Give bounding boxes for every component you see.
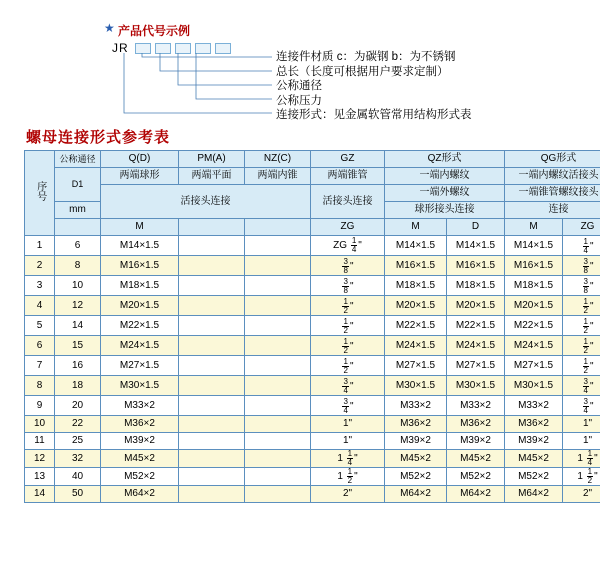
- cell-qg-zg: 1": [563, 433, 600, 450]
- cell-qz-m: M20×1.5: [385, 296, 447, 316]
- cell-serial: 11: [25, 433, 55, 450]
- cell-dn: 18: [55, 376, 101, 396]
- cell-serial: 3: [25, 276, 55, 296]
- cell-pm: [179, 356, 245, 376]
- cell-qz-m: M45×2: [385, 450, 447, 468]
- cell-qz-m: M36×2: [385, 416, 447, 433]
- header-unit-nz: [245, 219, 311, 236]
- table-row: [25, 376, 600, 396]
- header-unit-dn: [55, 219, 101, 236]
- cell-qg-m: M16×1.5: [505, 256, 563, 276]
- cell-pm: [179, 486, 245, 503]
- header-desc-qz: 一端内螺纹: [385, 168, 505, 185]
- cell-serial: 2: [25, 256, 55, 276]
- cell-qg-zg: 1 $\frac{1}{4}$ ": [563, 450, 600, 468]
- cell-qg-zg: $\frac{1}{4}$ ": [563, 236, 600, 256]
- cell-qg-m: M45×2: [505, 450, 563, 468]
- cell-qg-zg: $\frac{3}{4}$ ": [563, 376, 600, 396]
- cell-pm: [179, 276, 245, 296]
- table-row: [25, 276, 600, 296]
- cell-nz: [245, 236, 311, 256]
- cell-dn: 14: [55, 316, 101, 336]
- header-desc-pm: 两端平面: [179, 168, 245, 185]
- cell-qd: M36×2: [101, 416, 179, 433]
- code-box: [155, 43, 171, 54]
- cell-qd: M24×1.5: [101, 336, 179, 356]
- cell-dn: 50: [55, 486, 101, 503]
- cell-gz: $\frac{3}{8}$ ": [311, 276, 385, 296]
- cell-qz-m: M64×2: [385, 486, 447, 503]
- cell-pm: [179, 450, 245, 468]
- cell-qz-d: M22×1.5: [447, 316, 505, 336]
- header-desc-qd: 两端球形: [101, 168, 179, 185]
- cell-qz-d: M16×1.5: [447, 256, 505, 276]
- cell-gz: $\frac{3}{8}$ ": [311, 256, 385, 276]
- header-dn-unit: mm: [55, 202, 101, 219]
- cell-dn: 25: [55, 433, 101, 450]
- cell-qd: M14×1.5: [101, 236, 179, 256]
- legend-item-bore: 公称通径: [276, 80, 322, 92]
- cell-dn: 15: [55, 336, 101, 356]
- cell-qz-m: M27×1.5: [385, 356, 447, 376]
- cell-pm: [179, 376, 245, 396]
- header-join-qz: 球形接头连接: [385, 202, 505, 219]
- table-header-row-codes: [25, 151, 600, 168]
- cell-qz-d: M24×1.5: [447, 336, 505, 356]
- cell-gz: 2": [311, 486, 385, 503]
- cell-qd: M30×1.5: [101, 376, 179, 396]
- cell-qd: M27×1.5: [101, 356, 179, 376]
- cell-dn: 8: [55, 256, 101, 276]
- cell-serial: 4: [25, 296, 55, 316]
- cell-qd: M39×2: [101, 433, 179, 450]
- header-unit-qd: M: [101, 219, 179, 236]
- cell-qg-m: M18×1.5: [505, 276, 563, 296]
- cell-qd: M45×2: [101, 450, 179, 468]
- cell-serial: 13: [25, 468, 55, 486]
- table-heading: 螺母连接形式参考表: [26, 129, 171, 146]
- cell-serial: 8: [25, 376, 55, 396]
- legend-item-length: 总长（长度可根据用户要求定制）: [276, 65, 449, 78]
- header-unit-qg-zg: ZG: [563, 219, 600, 236]
- legend-item-pressure: 公称压力: [276, 94, 322, 107]
- cell-gz: 1 $\frac{1}{4}$ ": [311, 450, 385, 468]
- product-code-boxes: [135, 43, 231, 54]
- cell-pm: [179, 256, 245, 276]
- cell-qd: M22×1.5: [101, 316, 179, 336]
- header-unit-qz-m: M: [385, 219, 447, 236]
- cell-nz: [245, 486, 311, 503]
- table-row: [25, 296, 600, 316]
- diagram-title: 产品代号示例: [118, 24, 191, 38]
- cell-pm: [179, 236, 245, 256]
- cell-pm: [179, 296, 245, 316]
- code-box: [175, 43, 191, 54]
- cell-nz: [245, 468, 311, 486]
- cell-gz: $\frac{1}{2}$ ": [311, 356, 385, 376]
- header-unit-qz-d: D: [447, 219, 505, 236]
- cell-dn: 20: [55, 396, 101, 416]
- table-row: [25, 396, 600, 416]
- cell-qg-zg: 2": [563, 486, 600, 503]
- cell-qg-m: M33×2: [505, 396, 563, 416]
- cell-qz-m: M22×1.5: [385, 316, 447, 336]
- cell-qz-m: M30×1.5: [385, 376, 447, 396]
- cell-qd: M16×1.5: [101, 256, 179, 276]
- cell-pm: [179, 336, 245, 356]
- cell-serial: 5: [25, 316, 55, 336]
- header-group-qz: QZ形式: [385, 151, 505, 168]
- cell-qz-d: M39×2: [447, 433, 505, 450]
- cell-pm: [179, 396, 245, 416]
- cell-qg-zg: 1 $\frac{1}{2}$ ": [563, 468, 600, 486]
- cell-qz-m: M16×1.5: [385, 256, 447, 276]
- header-dn-sub: D1: [71, 179, 84, 190]
- cell-dn: 16: [55, 356, 101, 376]
- cell-gz: $\frac{3}{4}$ ": [311, 396, 385, 416]
- header-desc2-qz: 一端外螺纹: [385, 185, 505, 202]
- cell-dn: 12: [55, 296, 101, 316]
- cell-qg-m: M14×1.5: [505, 236, 563, 256]
- cell-qz-m: M33×2: [385, 396, 447, 416]
- header-group-gz: GZ: [311, 151, 385, 168]
- cell-nz: [245, 356, 311, 376]
- table-row: [25, 336, 600, 356]
- header-group-qg: QG形式: [505, 151, 600, 168]
- cell-qz-d: M30×1.5: [447, 376, 505, 396]
- cell-qg-zg: $\frac{1}{2}$ ": [563, 356, 600, 376]
- cell-qg-zg: 1": [563, 416, 600, 433]
- cell-nz: [245, 450, 311, 468]
- cell-qz-d: M14×1.5: [447, 236, 505, 256]
- table-row: [25, 450, 600, 468]
- cell-qg-m: M64×2: [505, 486, 563, 503]
- header-desc2-qg: 一端锥管螺纹接头: [505, 185, 600, 202]
- cell-gz: ZG $\frac{1}{4}$ ": [311, 236, 385, 256]
- cell-nz: [245, 256, 311, 276]
- product-code-prefix: JR: [112, 41, 129, 55]
- cell-dn: 10: [55, 276, 101, 296]
- cell-qz-d: M36×2: [447, 416, 505, 433]
- cell-qg-m: M30×1.5: [505, 376, 563, 396]
- cell-serial: 9: [25, 396, 55, 416]
- nut-connection-table: [24, 150, 600, 503]
- legend-item-connection: 连接形式：见金属软管常用结构形式表: [276, 109, 472, 121]
- cell-gz: $\frac{1}{2}$ ": [311, 316, 385, 336]
- cell-serial: 6: [25, 336, 55, 356]
- cell-nz: [245, 376, 311, 396]
- cell-qz-d: M20×1.5: [447, 296, 505, 316]
- header-dn-sub-wrap: [55, 168, 101, 202]
- cell-gz: 1": [311, 416, 385, 433]
- cell-qd: M33×2: [101, 396, 179, 416]
- cell-nz: [245, 416, 311, 433]
- cell-nz: [245, 433, 311, 450]
- cell-serial: 7: [25, 356, 55, 376]
- table-header-row-units: [25, 219, 600, 236]
- cell-serial: 1: [25, 236, 55, 256]
- cell-dn: 22: [55, 416, 101, 433]
- cell-qz-m: M14×1.5: [385, 236, 447, 256]
- header-desc-nz: 两端内锥: [245, 168, 311, 185]
- cell-nz: [245, 336, 311, 356]
- cell-qz-m: M52×2: [385, 468, 447, 486]
- product-code-diagram: [0, 0, 600, 125]
- cell-qg-zg: $\frac{1}{2}$ ": [563, 316, 600, 336]
- header-join-gz: 活接头连接: [311, 185, 385, 219]
- cell-qz-d: M45×2: [447, 450, 505, 468]
- cell-qz-d: M64×2: [447, 486, 505, 503]
- cell-qg-zg: $\frac{3}{4}$ ": [563, 396, 600, 416]
- cell-qd: M20×1.5: [101, 296, 179, 316]
- code-box: [135, 43, 151, 54]
- cell-qz-d: M52×2: [447, 468, 505, 486]
- cell-qg-zg: $\frac{3}{8}$ ": [563, 276, 600, 296]
- header-desc-qg: 一端内螺纹活接头: [505, 168, 600, 185]
- table-header-row-desc: [25, 168, 600, 185]
- cell-dn: 32: [55, 450, 101, 468]
- cell-qg-m: M27×1.5: [505, 356, 563, 376]
- header-group-nz: NZ(C): [245, 151, 311, 168]
- cell-serial: 14: [25, 486, 55, 503]
- table-row: [25, 256, 600, 276]
- header-unit-gz: ZG: [311, 219, 385, 236]
- cell-qz-d: M18×1.5: [447, 276, 505, 296]
- cell-pm: [179, 316, 245, 336]
- header-join-qg: 连接: [505, 202, 600, 219]
- cell-dn: 40: [55, 468, 101, 486]
- cell-qz-d: M33×2: [447, 396, 505, 416]
- cell-nz: [245, 316, 311, 336]
- header-dn-label: 公称通径: [55, 151, 101, 168]
- cell-qg-m: M22×1.5: [505, 316, 563, 336]
- header-unit-pm: [179, 219, 245, 236]
- cell-qg-zg: $\frac{1}{2}$ ": [563, 296, 600, 316]
- table-row: [25, 468, 600, 486]
- cell-gz: 1": [311, 433, 385, 450]
- table-row: [25, 316, 600, 336]
- table-row: [25, 416, 600, 433]
- header-group-qd: Q(D): [101, 151, 179, 168]
- header-group-pm: PM(A): [179, 151, 245, 168]
- cell-qz-m: M18×1.5: [385, 276, 447, 296]
- cell-pm: [179, 468, 245, 486]
- table-header-row-desc2: [25, 185, 600, 202]
- cell-qg-m: M39×2: [505, 433, 563, 450]
- cell-qd: M64×2: [101, 486, 179, 503]
- table-row: [25, 486, 600, 503]
- cell-qg-m: M20×1.5: [505, 296, 563, 316]
- header-serial: [25, 151, 55, 236]
- code-box: [215, 43, 231, 54]
- table-row: [25, 356, 600, 376]
- cell-qd: M18×1.5: [101, 276, 179, 296]
- cell-gz: $\frac{1}{2}$ ": [311, 296, 385, 316]
- cell-pm: [179, 416, 245, 433]
- cell-gz: 1 $\frac{1}{2}$ ": [311, 468, 385, 486]
- cell-nz: [245, 296, 311, 316]
- header-serial-line1: 序号: [34, 181, 46, 202]
- table-row: [25, 433, 600, 450]
- cell-gz: $\frac{1}{2}$ ": [311, 336, 385, 356]
- cell-qg-m: M36×2: [505, 416, 563, 433]
- star-icon: ★: [104, 21, 115, 35]
- legend-item-material: 连接件材质 c：为碳钢 b：为不锈钢: [276, 51, 456, 63]
- header-join-qd-pm-nz: 活接头连接: [101, 185, 311, 219]
- table-body: [25, 236, 600, 503]
- cell-nz: [245, 396, 311, 416]
- cell-serial: 10: [25, 416, 55, 433]
- cell-qg-m: M52×2: [505, 468, 563, 486]
- cell-qz-m: M24×1.5: [385, 336, 447, 356]
- cell-qg-zg: $\frac{1}{2}$ ": [563, 336, 600, 356]
- header-unit-qg-m: M: [505, 219, 563, 236]
- cell-dn: 6: [55, 236, 101, 256]
- cell-gz: $\frac{3}{4}$ ": [311, 376, 385, 396]
- cell-nz: [245, 276, 311, 296]
- cell-pm: [179, 433, 245, 450]
- cell-qd: M52×2: [101, 468, 179, 486]
- header-desc-gz: 两端锥管: [311, 168, 385, 185]
- cell-qz-m: M39×2: [385, 433, 447, 450]
- cell-qz-d: M27×1.5: [447, 356, 505, 376]
- table-row: [25, 236, 600, 256]
- code-box: [195, 43, 211, 54]
- cell-qg-zg: $\frac{3}{8}$ ": [563, 256, 600, 276]
- diagram-legend: [276, 50, 472, 123]
- cell-serial: 12: [25, 450, 55, 468]
- cell-qg-m: M24×1.5: [505, 336, 563, 356]
